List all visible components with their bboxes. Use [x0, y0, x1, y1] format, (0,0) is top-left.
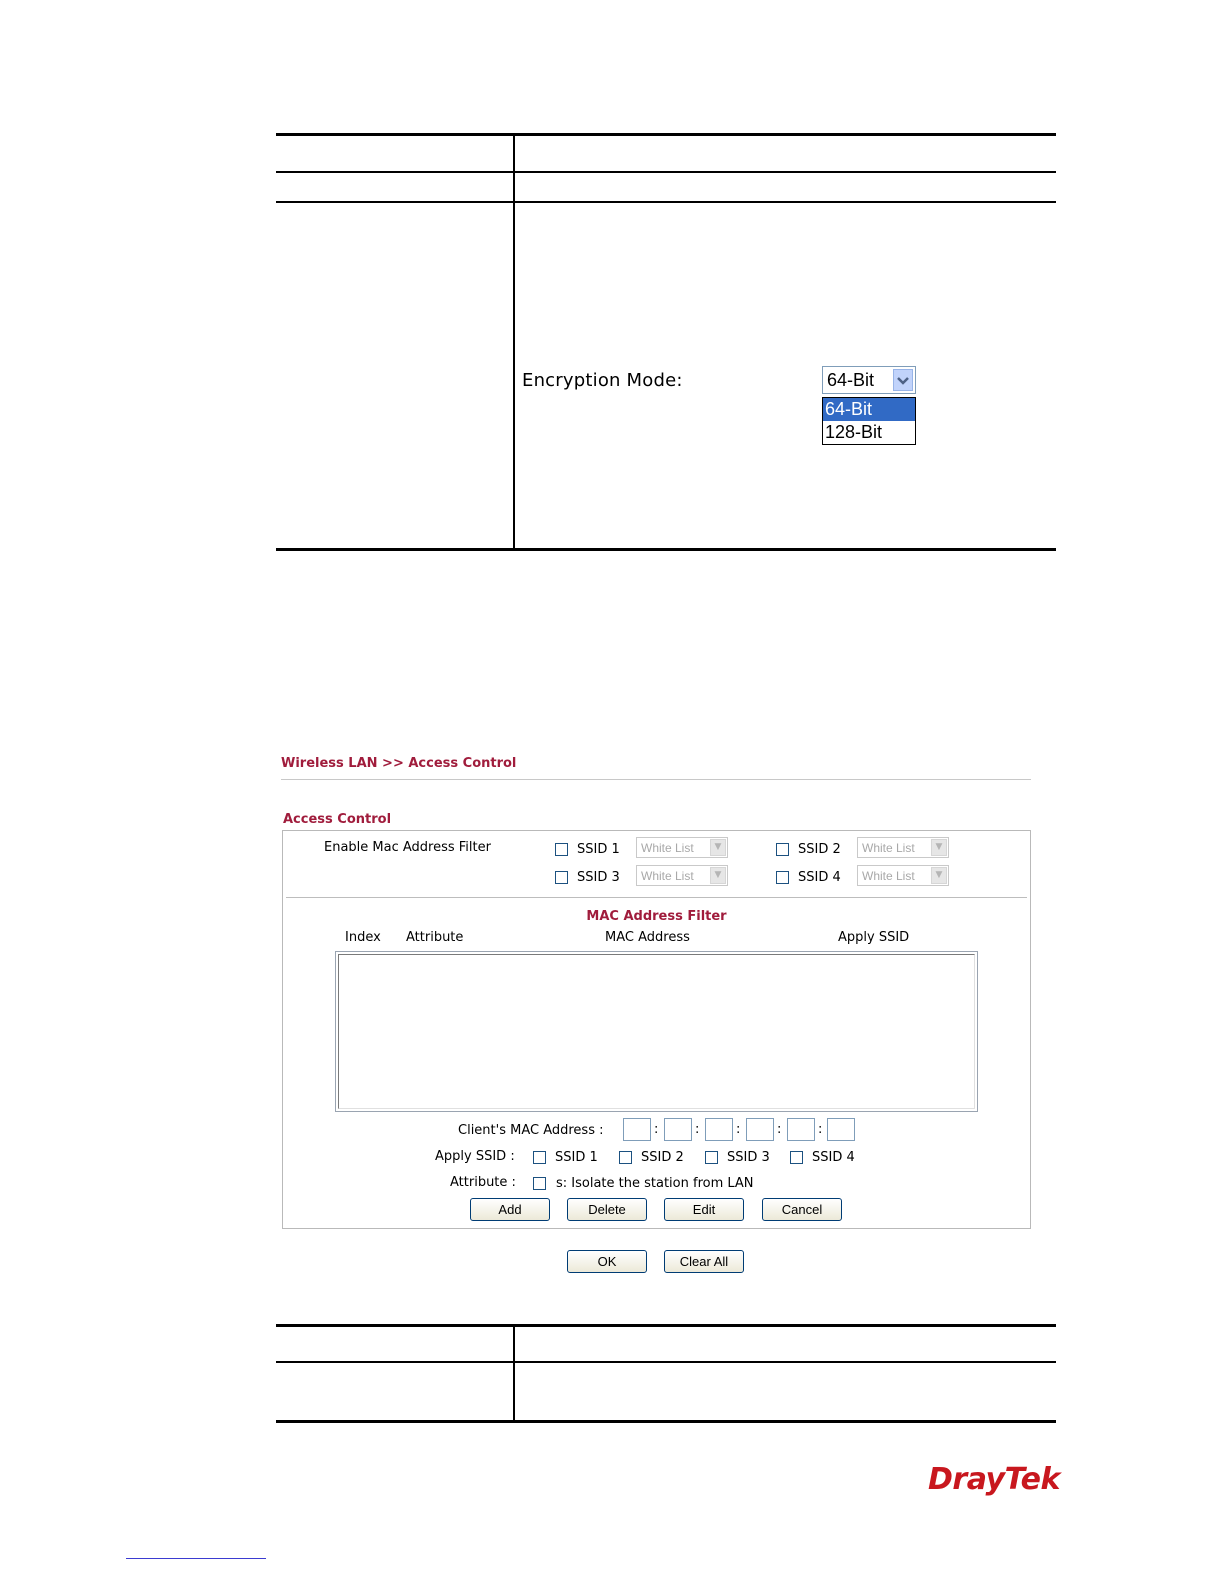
ssid-3-list-value: White List — [641, 869, 694, 883]
add-button[interactable]: Add — [470, 1198, 550, 1221]
apply-ssid-3-checkbox[interactable] — [705, 1151, 718, 1164]
mac-separator: : — [736, 1122, 741, 1137]
mac-separator: : — [818, 1122, 823, 1137]
chevron-down-icon[interactable]: ▼ — [710, 867, 726, 884]
mac-separator: : — [695, 1122, 700, 1137]
chevron-down-icon[interactable]: ▼ — [931, 867, 947, 884]
column-header-index: Index — [345, 930, 381, 945]
column-header-mac-address: MAC Address — [605, 930, 690, 945]
encryption-mode-label: Encryption Mode: — [522, 370, 683, 391]
ssid-1-label: SSID 1 — [577, 842, 620, 857]
mac-octet-1-input[interactable] — [623, 1118, 651, 1141]
footer-rule — [126, 1558, 266, 1559]
panel-divider — [286, 897, 1027, 898]
table-top-rule — [276, 133, 1056, 136]
option-128-bit[interactable]: 128-Bit — [825, 422, 883, 442]
edit-button[interactable]: Edit — [664, 1198, 744, 1221]
option-64-bit[interactable]: 64-Bit — [823, 398, 915, 421]
table-column-divider — [513, 135, 515, 550]
apply-ssid-3-label: SSID 3 — [727, 1150, 770, 1165]
mac-filter-title: MAC Address Filter — [586, 909, 727, 924]
ssid-3-checkbox[interactable] — [555, 871, 568, 884]
enable-mac-filter-label: Enable Mac Address Filter — [324, 840, 491, 855]
section-title: Access Control — [283, 812, 392, 827]
encryption-mode-select[interactable] — [822, 366, 916, 394]
table-top-rule — [276, 1324, 1056, 1327]
table-bottom-rule — [276, 548, 1056, 551]
apply-ssid-4-checkbox[interactable] — [790, 1151, 803, 1164]
breadcrumb: Wireless LAN >> Access Control — [281, 756, 517, 771]
mac-octet-4-input[interactable] — [746, 1118, 774, 1141]
apply-ssid-1-checkbox[interactable] — [533, 1151, 546, 1164]
clear-all-button[interactable]: Clear All — [664, 1250, 744, 1273]
ssid-2-checkbox[interactable] — [776, 843, 789, 856]
mac-octet-3-input[interactable] — [705, 1118, 733, 1141]
ssid-4-list-select[interactable] — [857, 865, 949, 886]
chevron-down-icon[interactable]: ▼ — [931, 839, 947, 856]
draytek-logo: DrayTek — [928, 1462, 1060, 1497]
ssid-4-checkbox[interactable] — [776, 871, 789, 884]
delete-button[interactable]: Delete — [567, 1198, 647, 1221]
ssid-2-label: SSID 2 — [798, 842, 841, 857]
isolate-station-label: s: Isolate the station from LAN — [556, 1176, 754, 1191]
column-header-apply-ssid: Apply SSID — [838, 930, 910, 945]
mac-separator: : — [654, 1122, 659, 1137]
ssid-1-checkbox[interactable] — [555, 843, 568, 856]
column-header-attribute: Attribute — [406, 930, 464, 945]
table-row-rule — [276, 171, 1056, 173]
ssid-4-label: SSID 4 — [798, 870, 841, 885]
encryption-mode-value: 64-Bit — [827, 370, 875, 390]
ssid-3-list-select[interactable] — [636, 865, 728, 886]
attribute-label: Attribute : — [450, 1175, 516, 1190]
cancel-button[interactable]: Cancel — [762, 1198, 842, 1221]
ssid-2-list-value: White List — [862, 841, 915, 855]
table-bottom-rule — [276, 1420, 1056, 1423]
mac-octet-6-input[interactable] — [827, 1118, 855, 1141]
apply-ssid-2-label: SSID 2 — [641, 1150, 684, 1165]
breadcrumb-divider — [281, 779, 1031, 780]
mac-address-list-area — [338, 954, 975, 1109]
chevron-down-icon[interactable] — [893, 369, 913, 391]
apply-ssid-2-checkbox[interactable] — [619, 1151, 632, 1164]
mac-separator: : — [777, 1122, 782, 1137]
table-row-rule — [276, 1361, 1056, 1363]
mac-address-list[interactable] — [335, 951, 978, 1112]
ssid-1-list-value: White List — [641, 841, 694, 855]
ssid-3-label: SSID 3 — [577, 870, 620, 885]
ssid-1-list-select[interactable] — [636, 837, 728, 858]
isolate-station-checkbox[interactable] — [533, 1177, 546, 1190]
mac-octet-5-input[interactable] — [787, 1118, 815, 1141]
ssid-4-list-value: White List — [862, 869, 915, 883]
table-row-rule — [276, 201, 1056, 203]
ssid-2-list-select[interactable] — [857, 837, 949, 858]
chevron-down-icon[interactable]: ▼ — [710, 839, 726, 856]
ok-button[interactable]: OK — [567, 1250, 647, 1273]
apply-ssid-4-label: SSID 4 — [812, 1150, 855, 1165]
mac-octet-2-input[interactable] — [664, 1118, 692, 1141]
encryption-mode-options — [822, 397, 916, 445]
table-column-divider — [513, 1326, 515, 1422]
client-mac-label: Client's MAC Address : — [458, 1123, 604, 1138]
apply-ssid-1-label: SSID 1 — [555, 1150, 598, 1165]
apply-ssid-label: Apply SSID : — [435, 1149, 515, 1164]
